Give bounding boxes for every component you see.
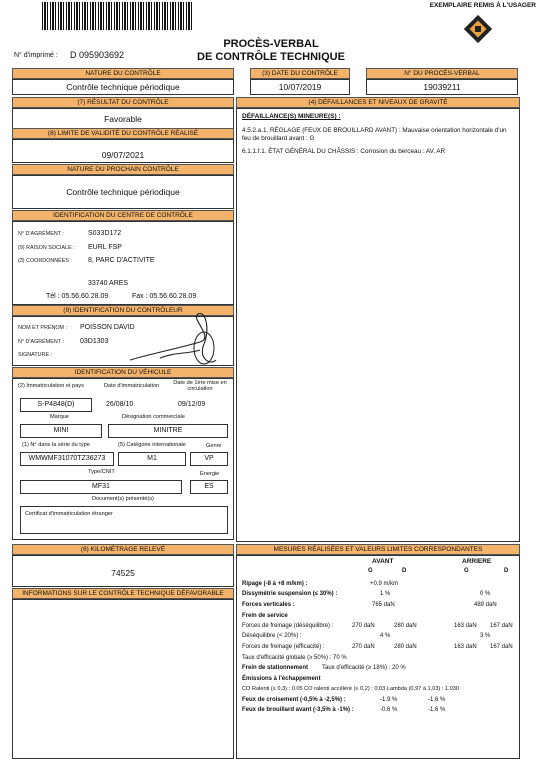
defaillances-header: (4) DÉFAILLANCES ET NIVEAUX DE GRAVITÉ bbox=[236, 97, 520, 108]
informations-box bbox=[12, 599, 234, 759]
categorie-label: (5) Catégorie internationale bbox=[118, 442, 186, 448]
categorie-value: M1 bbox=[118, 452, 186, 466]
resultat-header: (7) RÉSULTAT DU CONTRÔLE bbox=[12, 97, 234, 108]
frein-stat-value: Taux d'efficacité (≥ 18%) : 20 % bbox=[322, 665, 406, 671]
deseq-label: Déséquilibre (< 20%) : bbox=[242, 633, 302, 639]
frein-service-label: Frein de service bbox=[242, 613, 288, 619]
date-immat-value: 26/08/10 bbox=[106, 401, 134, 408]
controleur-agrement-value: 03D1303 bbox=[80, 338, 109, 345]
defaillances-heading: DÉFAILLANCE(S) MINEURE(S) : bbox=[242, 113, 341, 120]
genre-label: Genre bbox=[206, 443, 222, 449]
forces-vert-av: 765 daN bbox=[372, 602, 395, 608]
date-immat-label: Date d'immatriculation bbox=[104, 383, 160, 389]
fdes-av-g: 270 daN bbox=[352, 623, 375, 629]
validite-value: 09/07/2021 bbox=[101, 150, 145, 160]
km-value: 74525 bbox=[111, 568, 135, 578]
tel: Tél : 05.56.60.28.09 bbox=[46, 293, 109, 300]
imprime-value: D 095903692 bbox=[70, 50, 125, 60]
ripage-label: Ripage (-8 à +8 m/km) : bbox=[242, 581, 308, 587]
energie-label: Énergie bbox=[200, 471, 220, 477]
prochain-value: Contrôle technique périodique bbox=[66, 187, 180, 197]
arriere-g: G bbox=[464, 568, 469, 574]
informations-header: INFORMATIONS SUR LE CONTRÔLE TECHNIQUE DÉFAVORABLE bbox=[12, 588, 234, 599]
km-header: (6) KILOMÉTRAGE RELEVÉ bbox=[12, 544, 234, 555]
avant-header: AVANT bbox=[372, 558, 394, 565]
prochain-header: NATURE DU PROCHAIN CONTRÔLE bbox=[12, 164, 234, 175]
resultat-box bbox=[12, 108, 234, 130]
marque-value: MINI bbox=[20, 424, 102, 438]
feff-ar-g: 163 daN bbox=[454, 644, 477, 650]
dissym-label: Dissymétrie suspension (≤ 30%) : bbox=[242, 591, 338, 597]
defaillances-box bbox=[236, 108, 520, 542]
barcode bbox=[42, 2, 192, 30]
centre-header: IDENTIFICATION DU CENTRE DE CONTRÔLE bbox=[12, 210, 234, 221]
coord-value1: 8, PARC D'ACTIVITE bbox=[88, 257, 155, 264]
energie-value: ES bbox=[190, 480, 228, 494]
date-header: (3) DATE DU CONTRÔLE bbox=[250, 68, 350, 79]
controleur-header: (9) IDENTIFICATION DU CONTRÔLEUR bbox=[12, 305, 234, 316]
controleur-nom-label: NOM ET PRÉNOM : bbox=[18, 325, 68, 331]
fax: Fax : 05.56.60.28.09 bbox=[132, 293, 197, 300]
forces-vert-label: Forces verticales : bbox=[242, 602, 295, 608]
fdes-ar-g: 163 daN bbox=[454, 623, 477, 629]
brouillard-label: Feux de brouillard avant (-3,5% à -1%) : bbox=[242, 707, 354, 713]
date-value: 10/07/2019 bbox=[250, 79, 350, 95]
fdes-label: Forces de freinage (déséquilibre) : bbox=[242, 623, 334, 629]
avant-d: D bbox=[402, 568, 407, 574]
feff-ar-d: 167 daN bbox=[490, 644, 513, 650]
type-label: Type/CNIT bbox=[88, 469, 115, 475]
resultat-value: Favorable bbox=[104, 114, 142, 124]
ripage-value: +0.9 m/km bbox=[370, 581, 399, 587]
raison-label: (9) RAISON SOCIALE : bbox=[18, 245, 75, 251]
signature-label: SIGNATURE : bbox=[18, 352, 53, 358]
date-mise-label: Date de 1ère mise en circulation bbox=[173, 380, 227, 392]
validite-box bbox=[12, 139, 234, 163]
defaillance-item-2: 6.1.1.f.1. ÉTAT GÉNÉRAL DU CHÂSSIS : Corrosion du berceau : AV, AR bbox=[242, 148, 446, 155]
dissym-ar: 0 % bbox=[480, 591, 491, 597]
immat-label: (2) Immatriculation et pays bbox=[18, 383, 84, 389]
immat-value: S-P4848(D) bbox=[20, 398, 92, 412]
prochain-box bbox=[12, 175, 234, 209]
centre-agrement-value: S033D172 bbox=[88, 230, 122, 237]
forces-vert-ar: 489 daN bbox=[474, 602, 497, 608]
nature-value: Contrôle technique périodique bbox=[12, 79, 234, 95]
deseq-ar: 3 % bbox=[480, 633, 491, 639]
emissions-label: Émissions à l'échappement bbox=[242, 676, 321, 682]
genre-value: VP bbox=[190, 452, 228, 466]
brouillard-g: -0.6 % bbox=[380, 707, 398, 713]
coord-value2: 33740 ARES bbox=[88, 280, 129, 287]
pv-header: N° DU PROCÈS-VERBAL bbox=[366, 68, 518, 79]
croisement-g: -1.9 % bbox=[380, 697, 398, 703]
croisement-label: Feux de croisement (-0,5% à -2,5%) : bbox=[242, 697, 346, 703]
deseq-av: 4 % bbox=[380, 633, 391, 639]
frein-stat-label: Frein de stationnement bbox=[242, 665, 309, 671]
feff-av-g: 270 daN bbox=[352, 644, 375, 650]
raison-value: EURL FSP bbox=[88, 244, 122, 251]
documents-value: Certificat d'immatriculation étranger bbox=[25, 511, 113, 517]
designation-value: MINITRE bbox=[108, 424, 228, 438]
title-line1: PROCÈS-VERBAL bbox=[223, 38, 319, 50]
defaillance-item-1: 4.5.2.a.1. RÉGLAGE (FEUX DE BROUILLARD AVANT) : Mauvaise orientation horizontale d'un feu de brouillard avant : G bbox=[242, 127, 507, 142]
imprime-label: N° d'imprimé : bbox=[14, 52, 58, 59]
type-value: MF31 bbox=[20, 480, 182, 494]
serie-label: (1) N° dans la série du type bbox=[22, 442, 90, 448]
vehicule-header: IDENTIFICATION DU VÉHICULE bbox=[12, 367, 234, 378]
brouillard-d: -1.6 % bbox=[428, 707, 446, 713]
fdes-ar-d: 167 daN bbox=[490, 623, 513, 629]
serie-value: WMWMF31070TZ36273 bbox=[20, 452, 114, 466]
feff-av-d: 280 daN bbox=[394, 644, 417, 650]
taux-glob: Taux d'efficacité globale (≥ 50%) : 70 % bbox=[242, 655, 347, 661]
controleur-nom-value: POISSON DAVID bbox=[80, 324, 135, 331]
nature-header: NATURE DU CONTRÔLE bbox=[12, 68, 234, 79]
designation-label: Désignation commerciale bbox=[122, 414, 185, 420]
pv-value: 19039211 bbox=[366, 79, 518, 95]
title-line2: DE CONTRÔLE TECHNIQUE bbox=[197, 51, 345, 63]
arriere-header: ARRIERE bbox=[462, 558, 492, 565]
documents-label: Document(s) présenté(s) bbox=[92, 496, 154, 502]
centre-agrement-label: N° D'AGRÉMENT : bbox=[18, 231, 64, 237]
mesures-header: MESURES RÉALISÉES ET VALEURS LIMITES CORRESPONDANTES bbox=[236, 544, 520, 555]
documents-box bbox=[20, 506, 228, 534]
co-value: CO Ralenti (≤ 0,3) : 0.05 CO ralenti accéléré (≤ 0,2) : 0.03 Lambda (0,97 à 1,03) : 1.030 bbox=[242, 686, 459, 692]
controleur-agrement-label: N° D'AGRÉMENT : bbox=[18, 339, 64, 345]
fdes-av-d: 280 daN bbox=[394, 623, 417, 629]
signature-drawing bbox=[120, 308, 220, 370]
croisement-d: -1.6 % bbox=[428, 697, 446, 703]
date-mise-value: 09/12/09 bbox=[178, 401, 206, 408]
arriere-d: D bbox=[504, 568, 509, 574]
feff-label: Forces de freinage (efficacité) : bbox=[242, 644, 325, 650]
validite-header: (8) LIMITE DE VALIDITÉ DU CONTRÔLE RÉALISÉ bbox=[12, 128, 234, 139]
marque-label: Marque bbox=[50, 414, 69, 420]
avant-g: G bbox=[368, 568, 373, 574]
dissym-av: 1 % bbox=[380, 591, 391, 597]
coord-label: (3) COORDONNÉES : bbox=[18, 258, 72, 264]
km-box bbox=[12, 555, 234, 587]
exemplaire-label: EXEMPLAIRE REMIS À L'USAGER bbox=[429, 2, 536, 9]
